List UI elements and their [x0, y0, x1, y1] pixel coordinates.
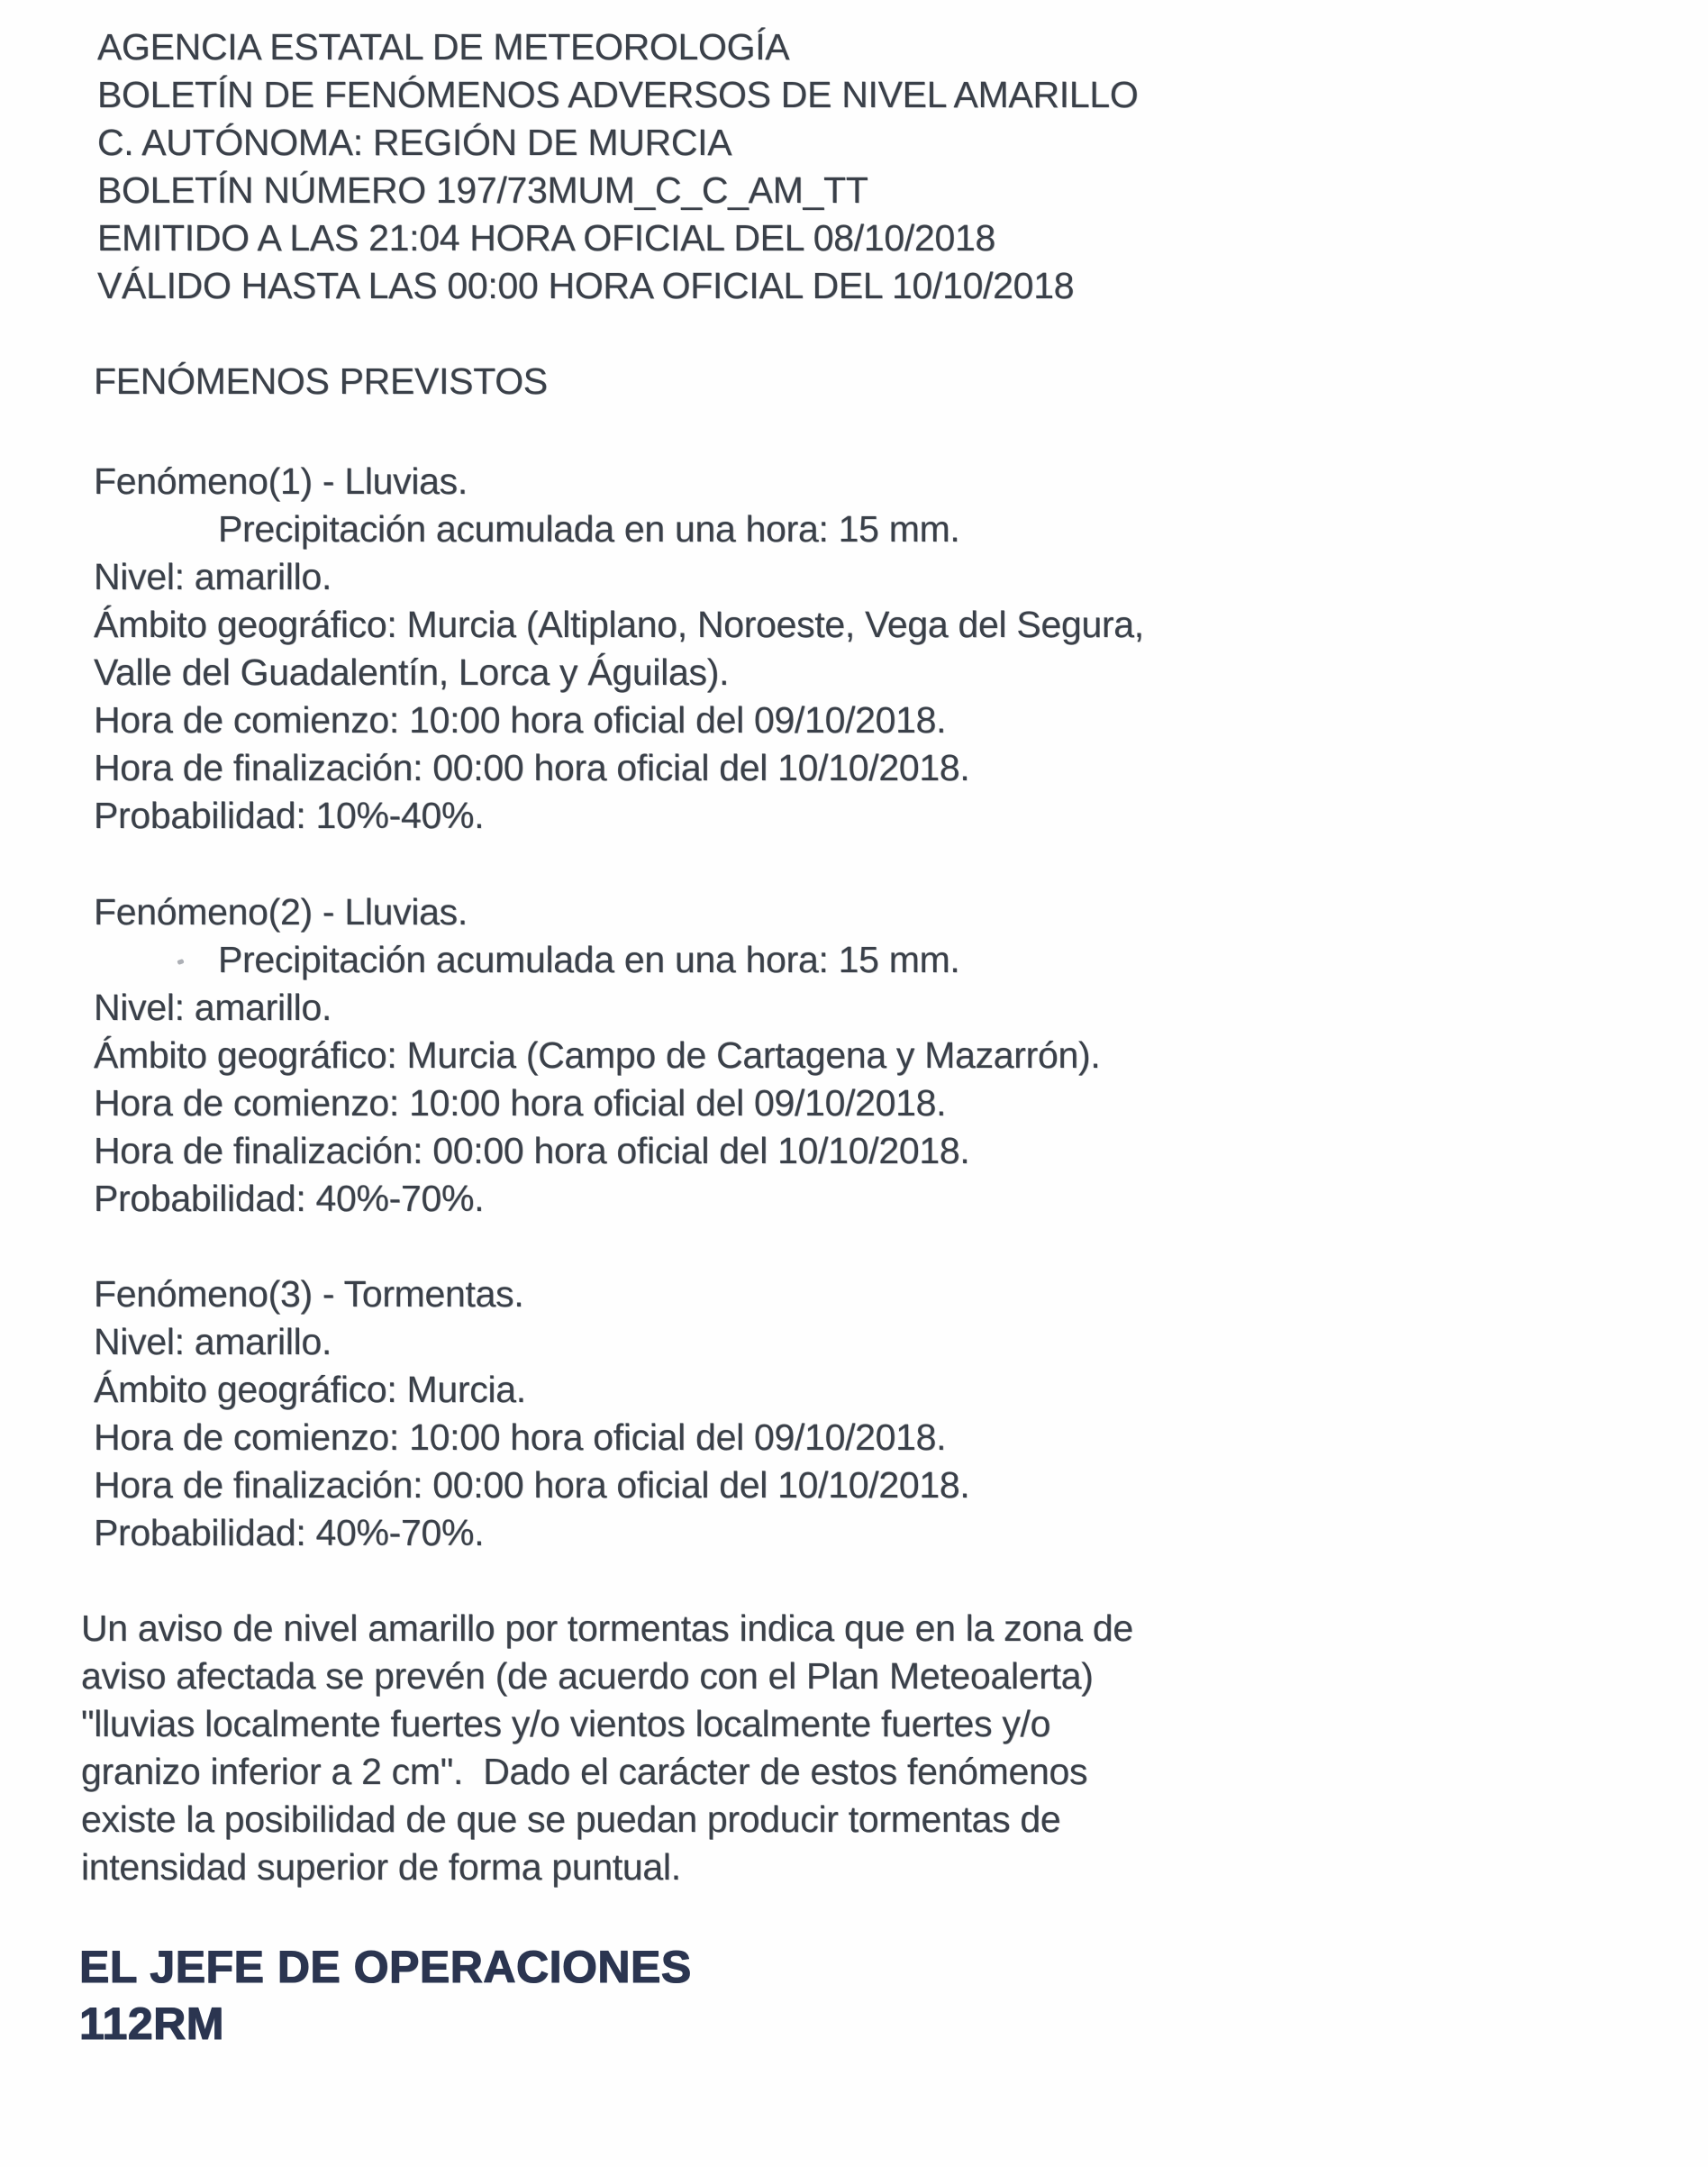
section-title-block — [94, 358, 1708, 405]
phenomenon-probability: Probabilidad: 10%-40%. — [94, 795, 485, 836]
phenomenon-area: Ámbito geográfico: Murcia. — [94, 1369, 526, 1410]
phenomenon-area: Ámbito geográfico: Murcia (Campo de Cartagena y Mazarrón). — [94, 1034, 1101, 1076]
valid-until: VÁLIDO HASTA LAS 00:00 HORA OFICIAL DEL 10/10/2018 — [97, 265, 1075, 306]
signature-block — [79, 1939, 1708, 2053]
yellow-warning-note — [81, 1605, 1708, 1891]
note-line: existe la posibilidad de que se puedan producir tormentas de — [81, 1798, 1061, 1840]
bulletin-number: BOLETÍN NÚMERO 197/73MUM_C_C_AM_TT — [97, 169, 868, 211]
note-line: "lluvias localmente fuertes y/o vientos localmente fuertes y/o — [81, 1703, 1051, 1744]
phenomenon-end-time: Hora de finalización: 00:00 hora oficial del 10/10/2018. — [94, 1464, 970, 1506]
phenomenon-title: Fenómeno(1) - Lluvias. — [94, 460, 468, 502]
phenomenon-title: Fenómeno(3) - Tormentas. — [94, 1273, 524, 1315]
phenomenon-level: Nivel: amarillo. — [94, 1321, 332, 1362]
phenomenon-end-time: Hora de finalización: 00:00 hora oficial del 10/10/2018. — [94, 1130, 970, 1171]
note-line: intensidad superior de forma puntual. — [81, 1846, 681, 1888]
phenomenon-precipitation: Precipitación acumulada en una hora: 15 mm. — [218, 508, 960, 550]
phenomenon-level: Nivel: amarillo. — [94, 556, 332, 597]
phenomenon-probability: Probabilidad: 40%-70%. — [94, 1512, 485, 1553]
phenomenon-start-time: Hora de comienzo: 10:00 hora oficial del 09/10/2018. — [94, 1082, 947, 1124]
section-title: FENÓMENOS PREVISTOS — [94, 360, 548, 402]
bulletin-type: BOLETÍN DE FENÓMENOS ADVERSOS DE NIVEL AMARILLO — [97, 74, 1139, 115]
note-line: aviso afectada se prevén (de acuerdo con el Plan Meteoalerta) — [81, 1655, 1094, 1697]
phenomenon-end-time: Hora de finalización: 00:00 hora oficial del 10/10/2018. — [94, 747, 970, 788]
autonomous-community: C. AUTÓNOMA: REGIÓN DE MURCIA — [97, 122, 732, 163]
phenomenon-2 — [94, 888, 1708, 1223]
issued-at: EMITIDO A LAS 21:04 HORA OFICIAL DEL 08/10/2018 — [97, 217, 995, 259]
phenomenon-area: Ámbito geográfico: Murcia (Altiplano, Noroeste, Vega del Segura, — [94, 604, 1144, 645]
phenomenon-start-time: Hora de comienzo: 10:00 hora oficial del 09/10/2018. — [94, 699, 947, 741]
phenomenon-probability: Probabilidad: 40%-70%. — [94, 1178, 485, 1219]
bulletin-header — [97, 0, 1708, 310]
signature-title: EL JEFE DE OPERACIONES — [79, 1942, 692, 1992]
phenomenon-start-time: Hora de comienzo: 10:00 hora oficial del 09/10/2018. — [94, 1416, 947, 1458]
phenomenon-level: Nivel: amarillo. — [94, 987, 332, 1028]
agency-name: AGENCIA ESTATAL DE METEOROLOGÍA — [97, 26, 790, 68]
signature-org: 112RM — [79, 1999, 224, 2049]
phenomenon-area-cont: Valle del Guadalentín, Lorca y Águilas). — [94, 651, 730, 693]
phenomenon-precipitation: Precipitación acumulada en una hora: 15 mm. — [218, 939, 960, 980]
phenomenon-title: Fenómeno(2) - Lluvias. — [94, 891, 468, 933]
note-line: granizo inferior a 2 cm". Dado el carácter de estos fenómenos — [81, 1751, 1088, 1792]
note-line: Un aviso de nivel amarillo por tormentas indica que en la zona de — [81, 1607, 1133, 1649]
phenomenon-1 — [94, 458, 1708, 840]
phenomenon-3 — [94, 1270, 1708, 1557]
